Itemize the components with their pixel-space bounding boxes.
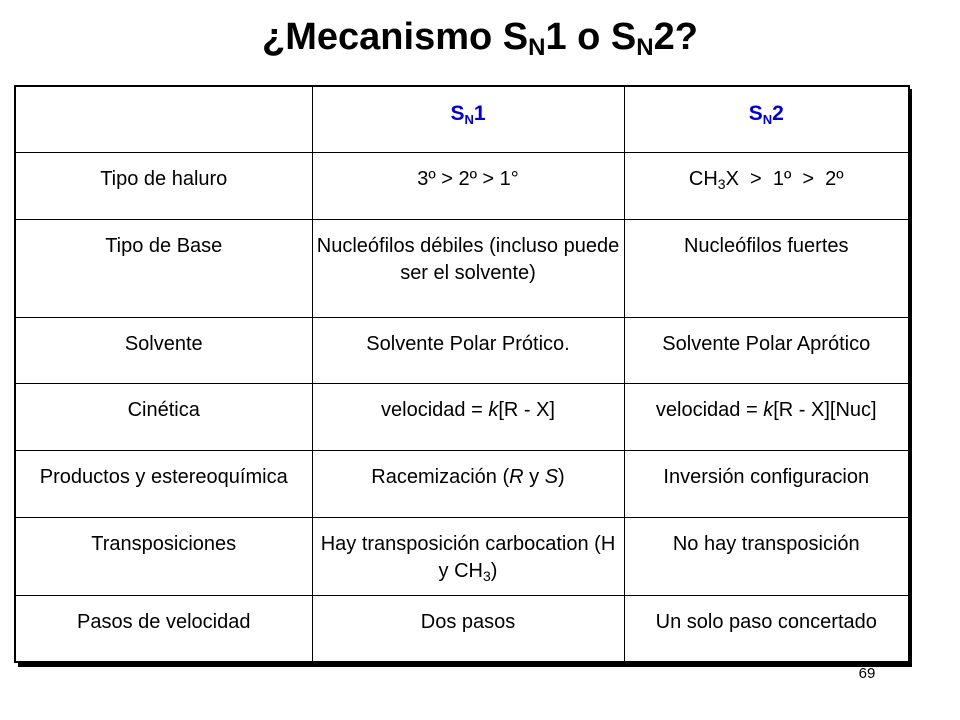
table-row — [15, 517, 909, 595]
header-sn1: $S_N1$ — [312, 86, 624, 153]
sn1-cell: Dos pasos — [312, 595, 624, 662]
row-label: Tipo de haluro — [15, 153, 312, 220]
table-row — [15, 219, 909, 317]
row-label: Solvente — [15, 317, 312, 384]
sn2-cell: Inversión configuracion — [624, 450, 909, 517]
row-label: Pasos de velocidad — [15, 595, 312, 662]
header-empty-cell — [15, 86, 312, 153]
comparison-table-frame — [14, 85, 908, 663]
sn1-cell: Nucleófilos débiles (incluso puede ser el solvente) — [312, 219, 624, 317]
sn1-cell: Solvente Polar Prótico. — [312, 317, 624, 384]
table-row — [15, 384, 909, 451]
sn2-cell: velocidad = k[R - X][Nuc] — [624, 384, 909, 451]
page-number: 69 — [858, 665, 876, 682]
table-header-row — [15, 86, 909, 153]
sn2-cell: Nucleófilos fuertes — [624, 219, 909, 317]
sn2-cell: Un solo paso concertado — [624, 595, 909, 662]
sn1-cell: 3º > 2º > 1° — [312, 153, 624, 220]
table-row — [15, 153, 909, 220]
comparison-table — [14, 85, 910, 663]
sn2-cell: $CH_3X$ > 1º > 2º — [624, 153, 909, 220]
row-label: Tipo de Base — [15, 219, 312, 317]
row-label: Cinética — [15, 384, 312, 451]
table-row — [15, 317, 909, 384]
row-label: Transposiciones — [15, 517, 312, 595]
sn2-cell: No hay transposición — [624, 517, 909, 595]
sn2-cell: Solvente Polar Aprótico — [624, 317, 909, 384]
table-row — [15, 450, 909, 517]
row-label: Productos y estereoquímica — [15, 450, 312, 517]
sn1-cell: velocidad = k[R - X] — [312, 384, 624, 451]
sn1-cell: Hay transposición carbocation (H y $CH_3$) — [312, 517, 624, 595]
sn1-cell: Racemización (R y S) — [312, 450, 624, 517]
slide-title: ¿Mecanismo $S_N1$ o $S_N2$? — [262, 16, 698, 61]
table-row — [15, 595, 909, 662]
header-sn2: $S_N2$ — [624, 86, 909, 153]
